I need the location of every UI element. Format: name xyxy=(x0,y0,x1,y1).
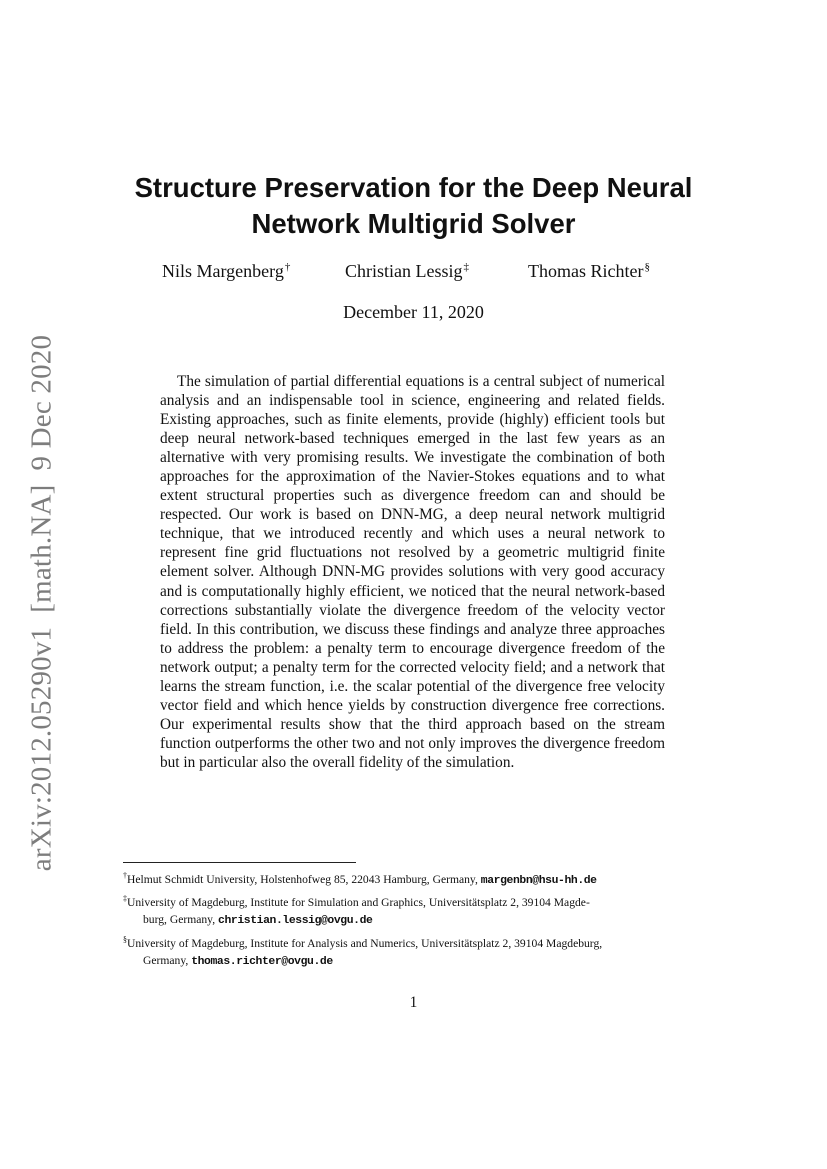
arxiv-stamp xyxy=(26,335,59,871)
arxiv-category: [math.NA] xyxy=(25,484,58,613)
paper-date: December 11, 2020 xyxy=(343,302,484,322)
footnote-text: University of Magdeburg, Institute for Analysis and Numerics, Universitätsplatz 2, 39104 Magdeburg, xyxy=(127,936,603,950)
footnote-text-continued: burg, Germany, xyxy=(143,913,219,927)
footnote-mark: § xyxy=(123,934,127,944)
footnote-email[interactable]: christian.lessig@ovgu.de xyxy=(218,915,373,928)
arxiv-date: 9 Dec 2020 xyxy=(25,334,58,471)
page-number: 1 xyxy=(409,994,418,1011)
footnote xyxy=(123,931,704,971)
footnote-divider xyxy=(123,862,356,863)
author xyxy=(345,261,469,282)
footnote-email[interactable]: thomas.richter@ovgu.de xyxy=(191,955,333,968)
paper-title-line-2: Network Multigrid Solver xyxy=(251,208,576,239)
author xyxy=(162,261,290,282)
arxiv-id: arXiv:2012.05290v1 xyxy=(25,626,58,872)
footnote xyxy=(123,890,704,930)
abstract: The simulation of partial differential equations is a central subject of numerical analysis and an indispensable tool in science, engineering and related fields. Existing approaches, such as finite elements, provide (highly) efficient tools but deep neural network-based techniques emerged in the last few years as an alternative with very promising results. We investigate the combination of both approaches for the approximation of the Navier-Stokes equations and to what extent structural properties such as divergence freedom can and should be respected. Our work is based on DNN-MG, a deep neural network multigrid technique, that we introduced recently and which uses a neural network to represent fine grid fluctuations not resolved by a geometric multigrid finite element solver. Although DNN-MG provides solutions with very good accuracy and is computationally highly efficient, we noticed that the neural network-based corrections substantially violate the divergence freedom of the velocity vector field. In this contribution, we discuss these findings and analyze three approaches to address the problem: a penalty term to encourage divergence freedom of the network output; a penalty term for the corrected velocity field; and a network that learns the stream function, i.e. the scalar potential of the divergence free velocity vector field and which hence yields by construction divergence free corrections. Our experimental results show that the third approach based on the stream function outperforms the other two and not only improves the divergence freedom but in particular also the overall fidelity of the simulation. xyxy=(160,373,665,771)
paper-title xyxy=(100,170,727,242)
author-name: Christian Lessig xyxy=(345,261,463,281)
author xyxy=(528,261,650,282)
footnote-text-continued: Germany, xyxy=(143,953,192,967)
author-name: Nils Margenberg xyxy=(162,261,284,281)
footnote-email[interactable]: margenbn@hsu-hh.de xyxy=(480,875,597,887)
footnotes xyxy=(123,867,704,971)
author-footnote-mark: ‡ xyxy=(463,261,469,273)
author-footnote-mark: † xyxy=(284,261,291,273)
author-footnote-mark: § xyxy=(644,261,650,273)
footnote-mark: † xyxy=(123,871,127,880)
author-name: Thomas Richter xyxy=(528,261,644,281)
footnote-text: University of Magdeburg, Institute for Simulation and Graphics, Universitätsplatz 2, 39104 Magde- xyxy=(127,896,590,910)
footnote xyxy=(123,867,704,890)
footnote-mark: ‡ xyxy=(123,894,127,904)
paper-title-line-1: Structure Preservation for the Deep Neural xyxy=(134,172,693,203)
footnote-text: Helmut Schmidt University, Holstenhofweg 85, 22043 Hamburg, Germany, xyxy=(127,873,481,886)
author-list xyxy=(0,261,827,287)
